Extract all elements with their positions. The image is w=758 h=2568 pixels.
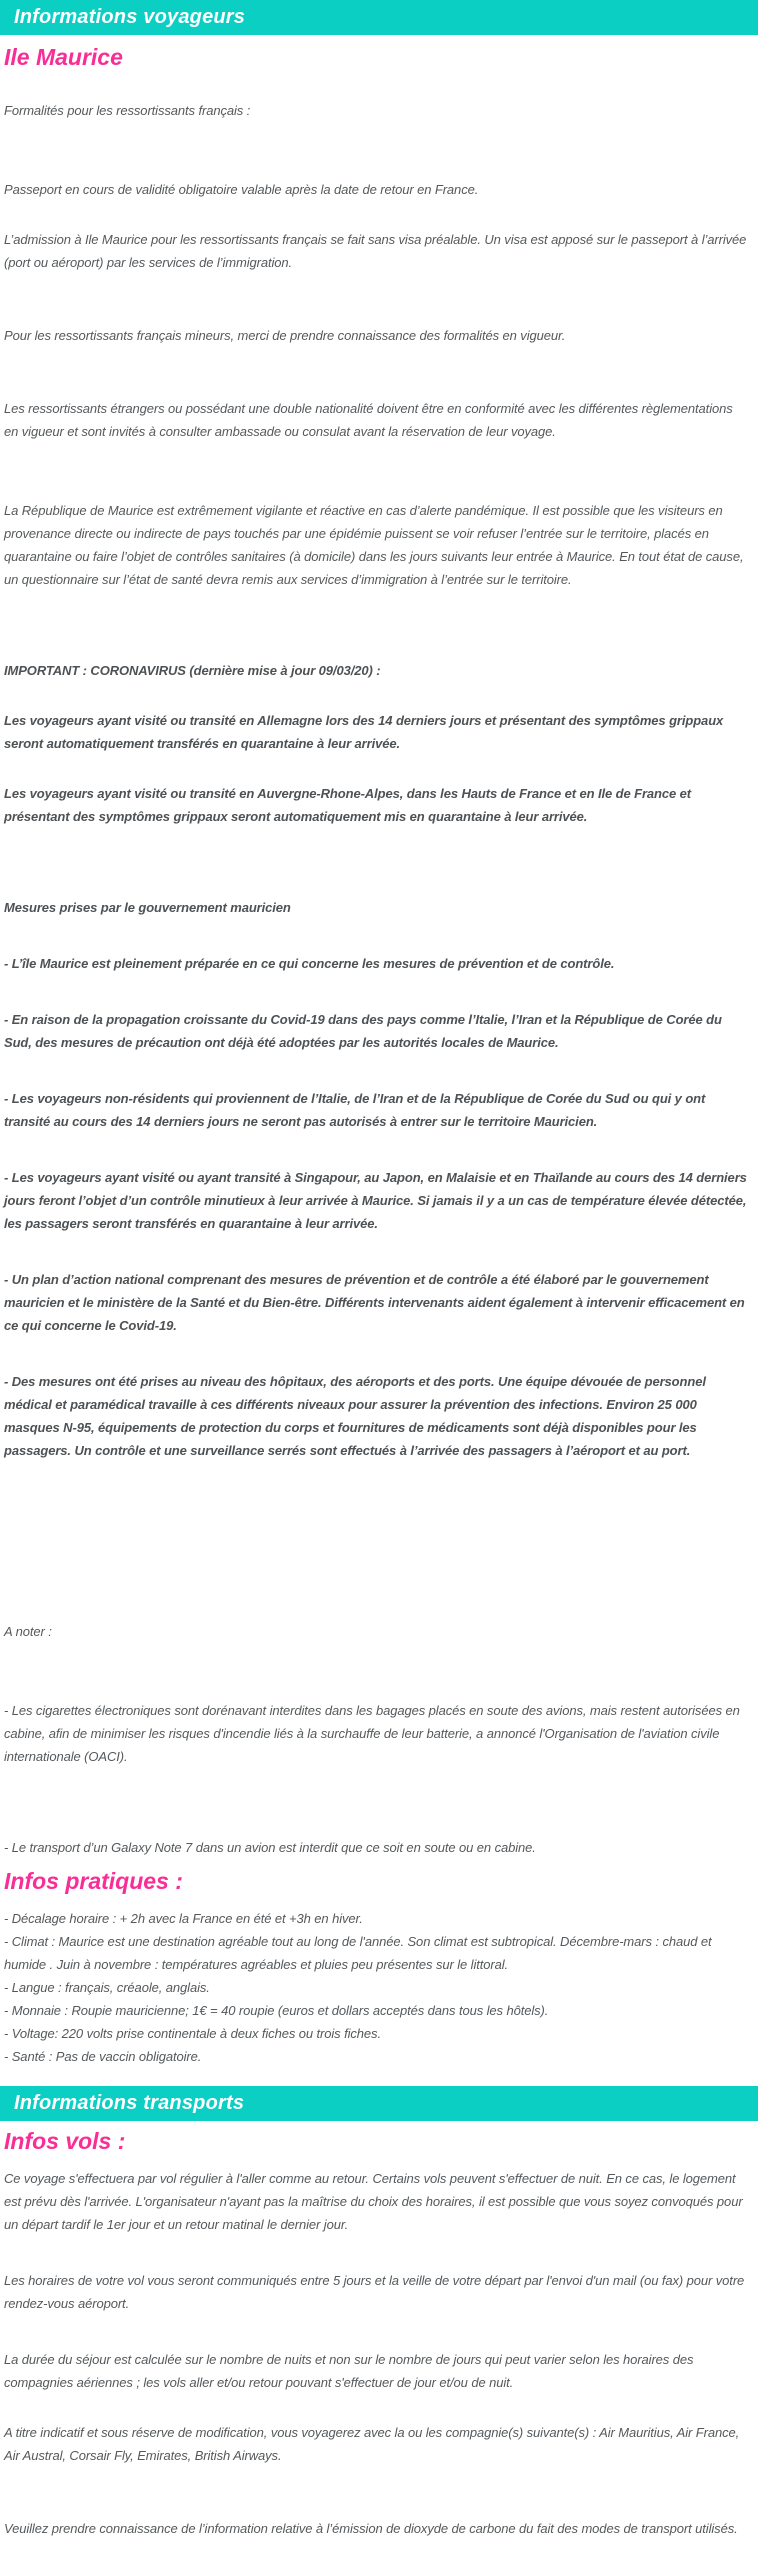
paragraph-mesure-propagation: - En raison de la propagation croissante du Covid-19 dans des pays comme l’Italie, l’Iran et la République de Corée du Sud, des mesures de précaution ont déjà été adoptées par les autorités locales de Maurice. xyxy=(4,1012,722,1050)
banner-voyageurs-label: Informations voyageurs xyxy=(14,6,246,28)
paragraph-a-noter: A noter : xyxy=(4,1624,52,1639)
paragraph-mesure-non-residents: - Les voyageurs non-résidents qui proviennent de l’Italie, de l’Iran et de la République de Corée du Sud ou qui y ont transité au cours des 14 derniers jours ne seront pas autorisés à entrer sur le territoire Mauricien. xyxy=(4,1091,706,1129)
list-item-monnaie: - Monnaie : Roupie mauricienne; 1€ = 40 roupie (euros et dollars acceptés dans tous les hôtels). xyxy=(4,2003,549,2018)
paragraph-allemagne: Les voyageurs ayant visité ou transité en Allemagne lors des 14 derniers jours et présentant des symptômes grippaux seront automatiquement transférés en quarantaine à leur arrivée. xyxy=(4,713,724,751)
paragraph-compagnies: A titre indicatif et sous réserve de modification, vous voyagerez avec la ou les compagnie(s) suivante(s) : Air Mauritius, Air France, Air Austral, Corsair Fly, Emirates, British Airways. xyxy=(4,2425,740,2463)
transports-section xyxy=(0,2127,758,2558)
paragraph-formalites: Formalités pour les ressortissants français : xyxy=(4,103,251,118)
section-banner-transports xyxy=(0,2086,758,2121)
paragraph-dioxyde-carbone: Veuillez prendre connaissance de l’information relative à l’émission de dioxyde de carbone du fait des modes de transport utilisés. xyxy=(4,2521,738,2536)
paragraph-etrangers: Les ressortissants étrangers ou possédant une double nationalité doivent être en conformité avec les différentes règlementations en vigueur et sont invités à consulter ambassade ou consulat avant la réservation de leur voyage. xyxy=(4,401,733,439)
paragraph-auvergne: Les voyageurs ayant visité ou transité en Auvergne-Rhone-Alpes, dans les Hauts de France et en Ile de France et présentant des symptômes grippaux seront automatiquement mis en quarantaine à leur arrivée. xyxy=(4,786,692,824)
section-banner-voyageurs xyxy=(0,0,758,35)
list-item-climat: - Climat : Maurice est une destination agréable tout au long de l'année. Son climat est subtropical. Décembre-mars : chaud et humide . Juin à novembre : températures agréables et pluies peu présentes sur le littoral. xyxy=(4,1934,712,1972)
voyageurs-section xyxy=(0,43,758,2086)
paragraph-mesure-singapour: - Les voyageurs ayant visité ou ayant transité à Singapour, au Japon, en Malaisie et en Thaïlande au cours des 14 derniers jours feront l’objet d’un contrôle minutieux à leur arrivée à Maurice. Si jamais il y a un cas de température élevée détectée, les passagers seront transférés en quarantaine à leur arrivée. xyxy=(4,1170,747,1231)
banner-transports-label: Informations transports xyxy=(14,2092,245,2114)
infos-pratiques-list xyxy=(4,1907,748,2068)
paragraph-mesures-titre: Mesures prises par le gouvernement mauricien xyxy=(4,900,291,915)
paragraph-important-coronavirus: IMPORTANT : CORONAVIRUS (dernière mise à jour 09/03/20) : xyxy=(4,663,381,678)
paragraph-mesure-preparee: - L’île Maurice est pleinement préparée en ce qui concerne les mesures de prévention et de contrôle. xyxy=(4,956,615,971)
paragraph-duree-sejour: La durée du séjour est calculée sur le nombre de nuits et non sur le nombre de jours qui peut varier selon les horaires des compagnies aériennes ; les vols aller et/ou retour pouvant s'effectuer de jour et/ou de nuit. xyxy=(4,2352,694,2390)
paragraph-mesure-plan-action: - Un plan d’action national comprenant des mesures de prévention et de contrôle a été élaboré par le gouvernement mauricien et le ministère de la Santé et du Bien-être. Différents intervenants aident également à intervenir efficacement en ce qui concerne le Covid-19. xyxy=(4,1272,745,1333)
list-item-decalage: - Décalage horaire : + 2h avec la France en été et +3h en hiver. xyxy=(4,1911,363,1926)
list-item-voltage: - Voltage: 220 volts prise continentale à deux fiches ou trois fiches. xyxy=(4,2026,381,2041)
paragraph-vol-regulier: Ce voyage s'effectuera par vol régulier à l'aller comme au retour. Certains vols peuvent s'effectuer de nuit. En ce cas, le logement est prévu dès l'arrivée. L'organisateur n'ayant pas la maîtrise du choix des horaires, il est possible que vous soyez convoqués pour un départ tardif le 1er jour et un retour matinal le dernier jour. xyxy=(4,2171,743,2232)
paragraph-horaires-vol: Les horaires de votre vol vous seront communiqués entre 5 jours et la veille de votre départ par l'envoi d'un mail (ou fax) pour votre rendez-vous aéroport. xyxy=(4,2273,745,2311)
paragraph-mesure-hopitaux: - Des mesures ont été prises au niveau des hôpitaux, des aéroports et des ports. Une équipe dévouée de personnel médical et paramédical travaille à ces différents niveaux pour assurer la prévention des infections. Environ 25 000 masques N-95, équipements de protection du corps et fournitures de médicaments sont déjà disponibles pour les passagers. Un contrôle et une surveillance serrés sont effectués à l’arrivée des passagers à l’aéroport et au port. xyxy=(4,1374,706,1458)
paragraph-pandemie: La République de Maurice est extrêmement vigilante et réactive en cas d’alerte pandémique. Il est possible que les visiteurs en provenance directe ou indirecte de pays touchés par une épidémie puissent se voir refuser l’entrée sur le territoire, placés en quarantaine ou faire l’objet de contrôles sanitaires (à domicile) dans les jours suivants leur entrée à Maurice. En tout état de cause, un questionnaire sur l’état de santé devra remis aux services d’immigration à l’entrée sur le territoire. xyxy=(4,503,744,587)
paragraph-galaxy-note: - Le transport d’un Galaxy Note 7 dans un avion est interdit que ce soit en soute ou en cabine. xyxy=(4,1840,536,1855)
paragraph-mineurs: Pour les ressortissants français mineurs, merci de prendre connaissance des formalités en vigueur. xyxy=(4,328,566,343)
paragraph-admission: L’admission à Ile Maurice pour les ressortissants français se fait sans visa préalable. Un visa est apposé sur le passeport à l’arrivée (port ou aéroport) par les services de l’immigration. xyxy=(4,232,747,270)
paragraph-passeport: Passeport en cours de validité obligatoire valable après la date de retour en France. xyxy=(4,182,479,197)
paragraph-cigarettes: - Les cigarettes électroniques sont dorénavant interdites dans les bagages placés en soute des avions, mais restent autorisées en cabine, afin de minimiser les risques d'incendie liés à la surchauffe de leur batterie, a annoncé l'Organisation de l'aviation civile internationale (OACI). xyxy=(4,1703,740,1764)
infos-pratiques-title: Infos pratiques : xyxy=(4,1868,183,1894)
infos-vols-title: Infos vols : xyxy=(4,2128,126,2154)
destination-title: Ile Maurice xyxy=(4,44,123,70)
list-item-langue: - Langue : français, créaole, anglais. xyxy=(4,1980,210,1995)
list-item-sante: - Santé : Pas de vaccin obligatoire. xyxy=(4,2049,202,2064)
